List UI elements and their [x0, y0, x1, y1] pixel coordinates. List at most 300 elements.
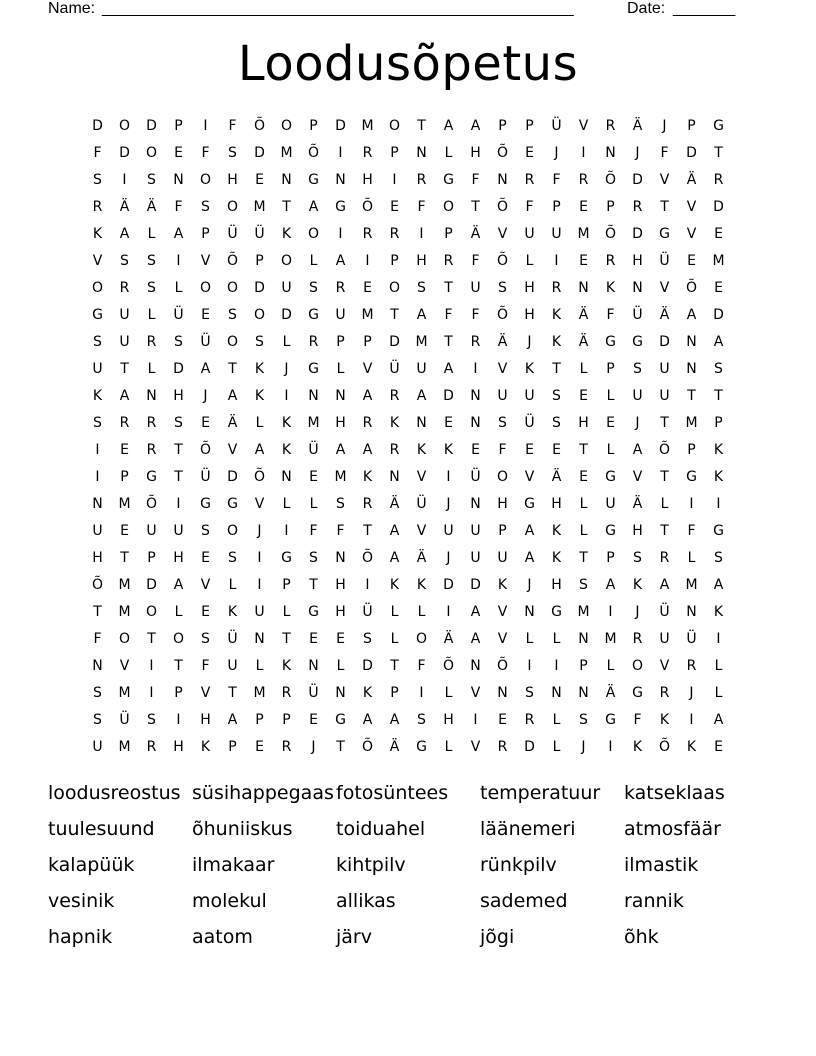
- grid-letter[interactable]: U: [119, 334, 130, 350]
- grid-letter[interactable]: V: [119, 658, 130, 674]
- grid-letter[interactable]: G: [605, 334, 616, 350]
- grid-letter[interactable]: A: [686, 307, 697, 323]
- grid-letter[interactable]: H: [632, 253, 643, 269]
- grid-letter[interactable]: O: [199, 172, 212, 188]
- grid-letter[interactable]: S: [579, 712, 588, 728]
- grid-letter[interactable]: K: [362, 469, 373, 485]
- grid-letter[interactable]: K: [551, 334, 562, 350]
- grid-letter[interactable]: H: [470, 145, 481, 161]
- grid-letter[interactable]: D: [470, 577, 481, 593]
- grid-letter[interactable]: S: [228, 550, 237, 566]
- grid-letter[interactable]: E: [714, 226, 723, 242]
- grid-letter[interactable]: I: [527, 658, 532, 674]
- grid-letter[interactable]: P: [498, 118, 507, 134]
- grid-letter[interactable]: P: [714, 415, 723, 431]
- grid-letter[interactable]: M: [685, 415, 698, 431]
- grid-letter[interactable]: S: [525, 685, 534, 701]
- grid-letter[interactable]: J: [635, 604, 640, 620]
- grid-letter[interactable]: D: [119, 145, 130, 161]
- grid-letter[interactable]: Õ: [361, 199, 374, 215]
- grid-letter[interactable]: L: [444, 739, 453, 755]
- grid-letter[interactable]: S: [417, 280, 426, 296]
- grid-letter[interactable]: N: [254, 631, 265, 647]
- grid-letter[interactable]: R: [416, 172, 427, 188]
- grid-letter[interactable]: V: [497, 604, 508, 620]
- grid-letter[interactable]: H: [524, 307, 535, 323]
- grid-letter[interactable]: F: [336, 523, 345, 539]
- grid-letter[interactable]: L: [552, 739, 561, 755]
- grid-letter[interactable]: A: [227, 388, 238, 404]
- grid-letter[interactable]: K: [551, 523, 562, 539]
- grid-letter[interactable]: L: [282, 496, 291, 512]
- grid-letter[interactable]: E: [201, 550, 210, 566]
- grid-letter[interactable]: K: [497, 577, 508, 593]
- grid-letter[interactable]: N: [470, 496, 481, 512]
- grid-letter[interactable]: I: [419, 226, 424, 242]
- grid-letter[interactable]: K: [389, 577, 400, 593]
- grid-letter[interactable]: Ü: [254, 226, 265, 242]
- grid-letter[interactable]: D: [659, 334, 670, 350]
- grid-letter[interactable]: P: [390, 145, 399, 161]
- grid-letter[interactable]: T: [714, 388, 723, 404]
- grid-letter[interactable]: T: [579, 442, 588, 458]
- grid-letter[interactable]: I: [203, 118, 208, 134]
- grid-letter[interactable]: A: [119, 226, 130, 242]
- grid-letter[interactable]: I: [608, 739, 613, 755]
- grid-letter[interactable]: E: [255, 172, 264, 188]
- grid-letter[interactable]: S: [93, 415, 102, 431]
- grid-letter[interactable]: D: [524, 739, 535, 755]
- grid-letter[interactable]: P: [552, 199, 561, 215]
- grid-letter[interactable]: K: [443, 442, 454, 458]
- grid-letter[interactable]: S: [633, 361, 642, 377]
- grid-letter[interactable]: I: [419, 685, 424, 701]
- grid-letter[interactable]: A: [632, 442, 643, 458]
- grid-letter[interactable]: L: [174, 604, 183, 620]
- grid-letter[interactable]: J: [527, 334, 532, 350]
- grid-letter[interactable]: G: [686, 469, 697, 485]
- grid-letter[interactable]: U: [524, 226, 535, 242]
- grid-letter[interactable]: N: [605, 145, 616, 161]
- grid-letter[interactable]: Ü: [470, 469, 481, 485]
- grid-letter[interactable]: E: [336, 631, 345, 647]
- grid-letter[interactable]: F: [201, 145, 210, 161]
- grid-letter[interactable]: E: [714, 280, 723, 296]
- grid-letter[interactable]: N: [470, 415, 481, 431]
- grid-letter[interactable]: J: [554, 145, 559, 161]
- grid-letter[interactable]: J: [257, 523, 262, 539]
- grid-letter[interactable]: Ü: [416, 496, 427, 512]
- grid-letter[interactable]: F: [174, 199, 183, 215]
- grid-letter[interactable]: R: [470, 334, 481, 350]
- grid-letter[interactable]: Ü: [389, 361, 400, 377]
- grid-letter[interactable]: N: [497, 172, 508, 188]
- grid-letter[interactable]: D: [686, 145, 697, 161]
- grid-letter[interactable]: D: [227, 469, 238, 485]
- grid-letter[interactable]: K: [281, 226, 292, 242]
- grid-letter[interactable]: T: [660, 523, 669, 539]
- grid-letter[interactable]: S: [228, 307, 237, 323]
- grid-letter[interactable]: Ü: [119, 712, 130, 728]
- grid-letter[interactable]: V: [659, 658, 670, 674]
- grid-letter[interactable]: Õ: [91, 577, 104, 593]
- grid-letter[interactable]: L: [309, 496, 318, 512]
- grid-letter[interactable]: S: [255, 334, 264, 350]
- grid-letter[interactable]: O: [253, 307, 266, 323]
- grid-letter[interactable]: G: [146, 469, 157, 485]
- grid-letter[interactable]: O: [172, 631, 185, 647]
- grid-letter[interactable]: U: [470, 550, 481, 566]
- grid-letter[interactable]: S: [201, 199, 210, 215]
- grid-letter[interactable]: U: [281, 280, 292, 296]
- grid-letter[interactable]: P: [336, 334, 345, 350]
- grid-letter[interactable]: F: [471, 307, 480, 323]
- grid-letter[interactable]: Ä: [632, 118, 643, 134]
- grid-letter[interactable]: Õ: [442, 658, 455, 674]
- grid-letter[interactable]: U: [443, 523, 454, 539]
- grid-letter[interactable]: L: [336, 361, 345, 377]
- grid-letter[interactable]: R: [605, 253, 616, 269]
- grid-letter[interactable]: I: [149, 685, 154, 701]
- grid-letter[interactable]: M: [577, 226, 590, 242]
- grid-letter[interactable]: U: [659, 631, 670, 647]
- grid-letter[interactable]: L: [660, 496, 669, 512]
- grid-letter[interactable]: R: [281, 739, 292, 755]
- grid-letter[interactable]: N: [578, 685, 589, 701]
- grid-letter[interactable]: T: [471, 199, 480, 215]
- grid-letter[interactable]: P: [687, 118, 696, 134]
- grid-letter[interactable]: A: [470, 631, 481, 647]
- grid-letter[interactable]: V: [686, 199, 697, 215]
- grid-letter[interactable]: R: [119, 415, 130, 431]
- grid-letter[interactable]: N: [686, 604, 697, 620]
- grid-letter[interactable]: N: [308, 658, 319, 674]
- grid-letter[interactable]: T: [552, 361, 561, 377]
- grid-letter[interactable]: A: [173, 226, 184, 242]
- grid-letter[interactable]: O: [118, 631, 131, 647]
- grid-letter[interactable]: R: [362, 415, 373, 431]
- grid-letter[interactable]: T: [444, 334, 453, 350]
- grid-letter[interactable]: P: [255, 253, 264, 269]
- grid-letter[interactable]: R: [335, 280, 346, 296]
- grid-letter[interactable]: V: [524, 469, 535, 485]
- grid-letter[interactable]: E: [444, 415, 453, 431]
- grid-letter[interactable]: L: [147, 307, 156, 323]
- grid-letter[interactable]: I: [338, 145, 343, 161]
- grid-letter[interactable]: R: [146, 739, 157, 755]
- grid-letter[interactable]: Õ: [496, 145, 509, 161]
- grid-letter[interactable]: I: [149, 658, 154, 674]
- grid-letter[interactable]: E: [714, 739, 723, 755]
- grid-letter[interactable]: K: [389, 415, 400, 431]
- grid-letter[interactable]: J: [662, 118, 667, 134]
- grid-letter[interactable]: E: [201, 604, 210, 620]
- grid-letter[interactable]: E: [525, 145, 534, 161]
- grid-letter[interactable]: H: [173, 388, 184, 404]
- grid-letter[interactable]: M: [118, 604, 131, 620]
- grid-letter[interactable]: F: [309, 523, 318, 539]
- grid-letter[interactable]: K: [632, 577, 643, 593]
- grid-letter[interactable]: P: [174, 685, 183, 701]
- grid-letter[interactable]: O: [145, 604, 158, 620]
- grid-letter[interactable]: U: [659, 361, 670, 377]
- grid-letter[interactable]: E: [201, 415, 210, 431]
- grid-letter[interactable]: V: [686, 226, 697, 242]
- grid-letter[interactable]: E: [579, 469, 588, 485]
- grid-letter[interactable]: O: [145, 145, 158, 161]
- grid-letter[interactable]: D: [173, 361, 184, 377]
- grid-letter[interactable]: G: [659, 226, 670, 242]
- grid-letter[interactable]: M: [307, 415, 320, 431]
- grid-letter[interactable]: N: [173, 172, 184, 188]
- grid-letter[interactable]: P: [444, 226, 453, 242]
- grid-letter[interactable]: N: [524, 604, 535, 620]
- grid-letter[interactable]: S: [363, 631, 372, 647]
- grid-letter[interactable]: P: [282, 712, 291, 728]
- grid-letter[interactable]: A: [524, 523, 535, 539]
- grid-letter[interactable]: K: [416, 442, 427, 458]
- grid-letter[interactable]: V: [497, 631, 508, 647]
- grid-letter[interactable]: M: [577, 604, 590, 620]
- grid-letter[interactable]: F: [228, 118, 237, 134]
- grid-letter[interactable]: Ü: [659, 604, 670, 620]
- grid-letter[interactable]: D: [443, 388, 454, 404]
- grid-letter[interactable]: Õ: [658, 739, 671, 755]
- grid-letter[interactable]: V: [200, 577, 211, 593]
- grid-letter[interactable]: I: [581, 145, 586, 161]
- grid-letter[interactable]: F: [498, 442, 507, 458]
- grid-letter[interactable]: Ü: [659, 253, 670, 269]
- grid-letter[interactable]: I: [446, 469, 451, 485]
- grid-letter[interactable]: L: [282, 604, 291, 620]
- grid-letter[interactable]: S: [174, 415, 183, 431]
- grid-letter[interactable]: N: [416, 415, 427, 431]
- grid-letter[interactable]: H: [335, 604, 346, 620]
- grid-letter[interactable]: E: [363, 280, 372, 296]
- grid-letter[interactable]: I: [284, 523, 289, 539]
- grid-letter[interactable]: J: [446, 550, 451, 566]
- grid-letter[interactable]: E: [498, 712, 507, 728]
- grid-letter[interactable]: T: [120, 550, 129, 566]
- grid-letter[interactable]: T: [174, 658, 183, 674]
- grid-letter[interactable]: O: [226, 199, 239, 215]
- grid-letter[interactable]: R: [659, 685, 670, 701]
- grid-letter[interactable]: L: [606, 388, 615, 404]
- grid-letter[interactable]: V: [254, 496, 265, 512]
- grid-letter[interactable]: Ä: [578, 307, 589, 323]
- grid-letter[interactable]: H: [443, 712, 454, 728]
- grid-letter[interactable]: A: [416, 388, 427, 404]
- grid-letter[interactable]: D: [713, 307, 724, 323]
- grid-letter[interactable]: G: [281, 550, 292, 566]
- grid-letter[interactable]: E: [525, 442, 534, 458]
- grid-letter[interactable]: I: [473, 361, 478, 377]
- grid-letter[interactable]: T: [174, 442, 183, 458]
- grid-letter[interactable]: U: [173, 523, 184, 539]
- grid-letter[interactable]: A: [227, 712, 238, 728]
- grid-letter[interactable]: U: [92, 739, 103, 755]
- grid-letter[interactable]: T: [714, 145, 723, 161]
- grid-letter[interactable]: D: [632, 172, 643, 188]
- grid-letter[interactable]: Õ: [496, 307, 509, 323]
- grid-letter[interactable]: P: [363, 334, 372, 350]
- grid-letter[interactable]: R: [389, 388, 400, 404]
- grid-letter[interactable]: O: [388, 280, 401, 296]
- grid-letter[interactable]: G: [605, 712, 616, 728]
- grid-letter[interactable]: E: [606, 415, 615, 431]
- grid-letter[interactable]: A: [362, 712, 373, 728]
- grid-letter[interactable]: G: [605, 523, 616, 539]
- grid-letter[interactable]: S: [93, 685, 102, 701]
- grid-letter[interactable]: A: [119, 388, 130, 404]
- grid-letter[interactable]: R: [362, 145, 373, 161]
- grid-letter[interactable]: S: [552, 415, 561, 431]
- grid-letter[interactable]: G: [632, 685, 643, 701]
- grid-letter[interactable]: U: [659, 388, 670, 404]
- grid-letter[interactable]: J: [581, 739, 586, 755]
- grid-letter[interactable]: S: [201, 631, 210, 647]
- grid-letter[interactable]: U: [497, 550, 508, 566]
- grid-letter[interactable]: G: [308, 307, 319, 323]
- grid-letter[interactable]: L: [417, 604, 426, 620]
- grid-letter[interactable]: V: [659, 280, 670, 296]
- grid-letter[interactable]: L: [606, 442, 615, 458]
- grid-letter[interactable]: L: [336, 658, 345, 674]
- grid-letter[interactable]: K: [92, 226, 103, 242]
- grid-letter[interactable]: N: [578, 631, 589, 647]
- grid-letter[interactable]: D: [254, 145, 265, 161]
- grid-letter[interactable]: Ü: [227, 631, 238, 647]
- grid-letter[interactable]: E: [201, 307, 210, 323]
- grid-letter[interactable]: S: [714, 550, 723, 566]
- grid-letter[interactable]: D: [146, 577, 157, 593]
- grid-letter[interactable]: U: [524, 388, 535, 404]
- grid-letter[interactable]: R: [119, 280, 130, 296]
- grid-letter[interactable]: A: [659, 577, 670, 593]
- grid-letter[interactable]: L: [579, 496, 588, 512]
- grid-letter[interactable]: P: [147, 550, 156, 566]
- grid-letter[interactable]: N: [389, 469, 400, 485]
- grid-letter[interactable]: K: [605, 280, 616, 296]
- grid-letter[interactable]: T: [282, 631, 291, 647]
- grid-letter[interactable]: R: [605, 118, 616, 134]
- grid-letter[interactable]: O: [280, 118, 293, 134]
- grid-letter[interactable]: M: [118, 685, 131, 701]
- grid-letter[interactable]: O: [631, 658, 644, 674]
- grid-letter[interactable]: K: [254, 361, 265, 377]
- grid-letter[interactable]: K: [92, 388, 103, 404]
- grid-letter[interactable]: S: [147, 712, 156, 728]
- grid-letter[interactable]: G: [227, 496, 238, 512]
- grid-letter[interactable]: U: [335, 307, 346, 323]
- grid-letter[interactable]: H: [416, 253, 427, 269]
- grid-letter[interactable]: L: [525, 253, 534, 269]
- grid-letter[interactable]: I: [689, 712, 694, 728]
- grid-letter[interactable]: J: [689, 685, 694, 701]
- grid-letter[interactable]: K: [713, 604, 724, 620]
- grid-letter[interactable]: T: [579, 550, 588, 566]
- grid-letter[interactable]: Ä: [119, 199, 130, 215]
- grid-letter[interactable]: F: [606, 307, 615, 323]
- grid-letter[interactable]: O: [280, 253, 293, 269]
- grid-letter[interactable]: T: [660, 469, 669, 485]
- grid-letter[interactable]: M: [253, 199, 266, 215]
- grid-letter[interactable]: T: [120, 361, 129, 377]
- grid-letter[interactable]: G: [416, 739, 427, 755]
- grid-letter[interactable]: J: [635, 415, 640, 431]
- grid-letter[interactable]: M: [118, 577, 131, 593]
- grid-letter[interactable]: S: [93, 712, 102, 728]
- grid-letter[interactable]: V: [497, 226, 508, 242]
- grid-letter[interactable]: A: [254, 442, 265, 458]
- grid-letter[interactable]: Ä: [605, 685, 616, 701]
- grid-letter[interactable]: I: [122, 172, 127, 188]
- grid-letter[interactable]: V: [497, 361, 508, 377]
- grid-letter[interactable]: A: [524, 550, 535, 566]
- grid-letter[interactable]: F: [660, 145, 669, 161]
- grid-letter[interactable]: P: [255, 712, 264, 728]
- grid-letter[interactable]: J: [635, 145, 640, 161]
- grid-letter[interactable]: P: [228, 739, 237, 755]
- grid-letter[interactable]: F: [417, 658, 426, 674]
- grid-letter[interactable]: Õ: [361, 739, 374, 755]
- grid-letter[interactable]: E: [174, 145, 183, 161]
- grid-letter[interactable]: H: [200, 712, 211, 728]
- grid-letter[interactable]: K: [281, 415, 292, 431]
- grid-letter[interactable]: T: [174, 469, 183, 485]
- grid-letter[interactable]: I: [689, 496, 694, 512]
- grid-letter[interactable]: J: [446, 496, 451, 512]
- grid-letter[interactable]: R: [389, 442, 400, 458]
- grid-letter[interactable]: M: [712, 253, 725, 269]
- grid-letter[interactable]: R: [146, 415, 157, 431]
- grid-letter[interactable]: S: [309, 550, 318, 566]
- grid-letter[interactable]: Ä: [551, 469, 562, 485]
- grid-letter[interactable]: R: [146, 334, 157, 350]
- grid-letter[interactable]: I: [365, 577, 370, 593]
- date-field[interactable]: _______: [673, 0, 736, 17]
- grid-letter[interactable]: P: [390, 253, 399, 269]
- grid-letter[interactable]: Ü: [524, 415, 535, 431]
- grid-letter[interactable]: Ä: [497, 334, 508, 350]
- grid-letter[interactable]: U: [470, 523, 481, 539]
- grid-letter[interactable]: U: [92, 361, 103, 377]
- grid-letter[interactable]: D: [362, 658, 373, 674]
- grid-letter[interactable]: R: [632, 199, 643, 215]
- grid-letter[interactable]: K: [632, 739, 643, 755]
- grid-letter[interactable]: Õ: [658, 442, 671, 458]
- grid-letter[interactable]: V: [200, 685, 211, 701]
- grid-letter[interactable]: O: [307, 226, 320, 242]
- grid-letter[interactable]: N: [335, 172, 346, 188]
- grid-letter[interactable]: M: [361, 118, 374, 134]
- grid-letter[interactable]: A: [416, 307, 427, 323]
- grid-letter[interactable]: K: [551, 307, 562, 323]
- grid-letter[interactable]: M: [415, 334, 428, 350]
- grid-letter[interactable]: Ä: [659, 307, 670, 323]
- grid-letter[interactable]: I: [95, 442, 100, 458]
- grid-letter[interactable]: Ä: [686, 172, 697, 188]
- grid-letter[interactable]: H: [335, 577, 346, 593]
- grid-letter[interactable]: P: [525, 118, 534, 134]
- grid-letter[interactable]: R: [713, 172, 724, 188]
- grid-letter[interactable]: I: [176, 253, 181, 269]
- grid-letter[interactable]: U: [119, 307, 130, 323]
- grid-letter[interactable]: F: [471, 253, 480, 269]
- grid-letter[interactable]: I: [365, 253, 370, 269]
- grid-letter[interactable]: D: [632, 226, 643, 242]
- grid-letter[interactable]: I: [392, 172, 397, 188]
